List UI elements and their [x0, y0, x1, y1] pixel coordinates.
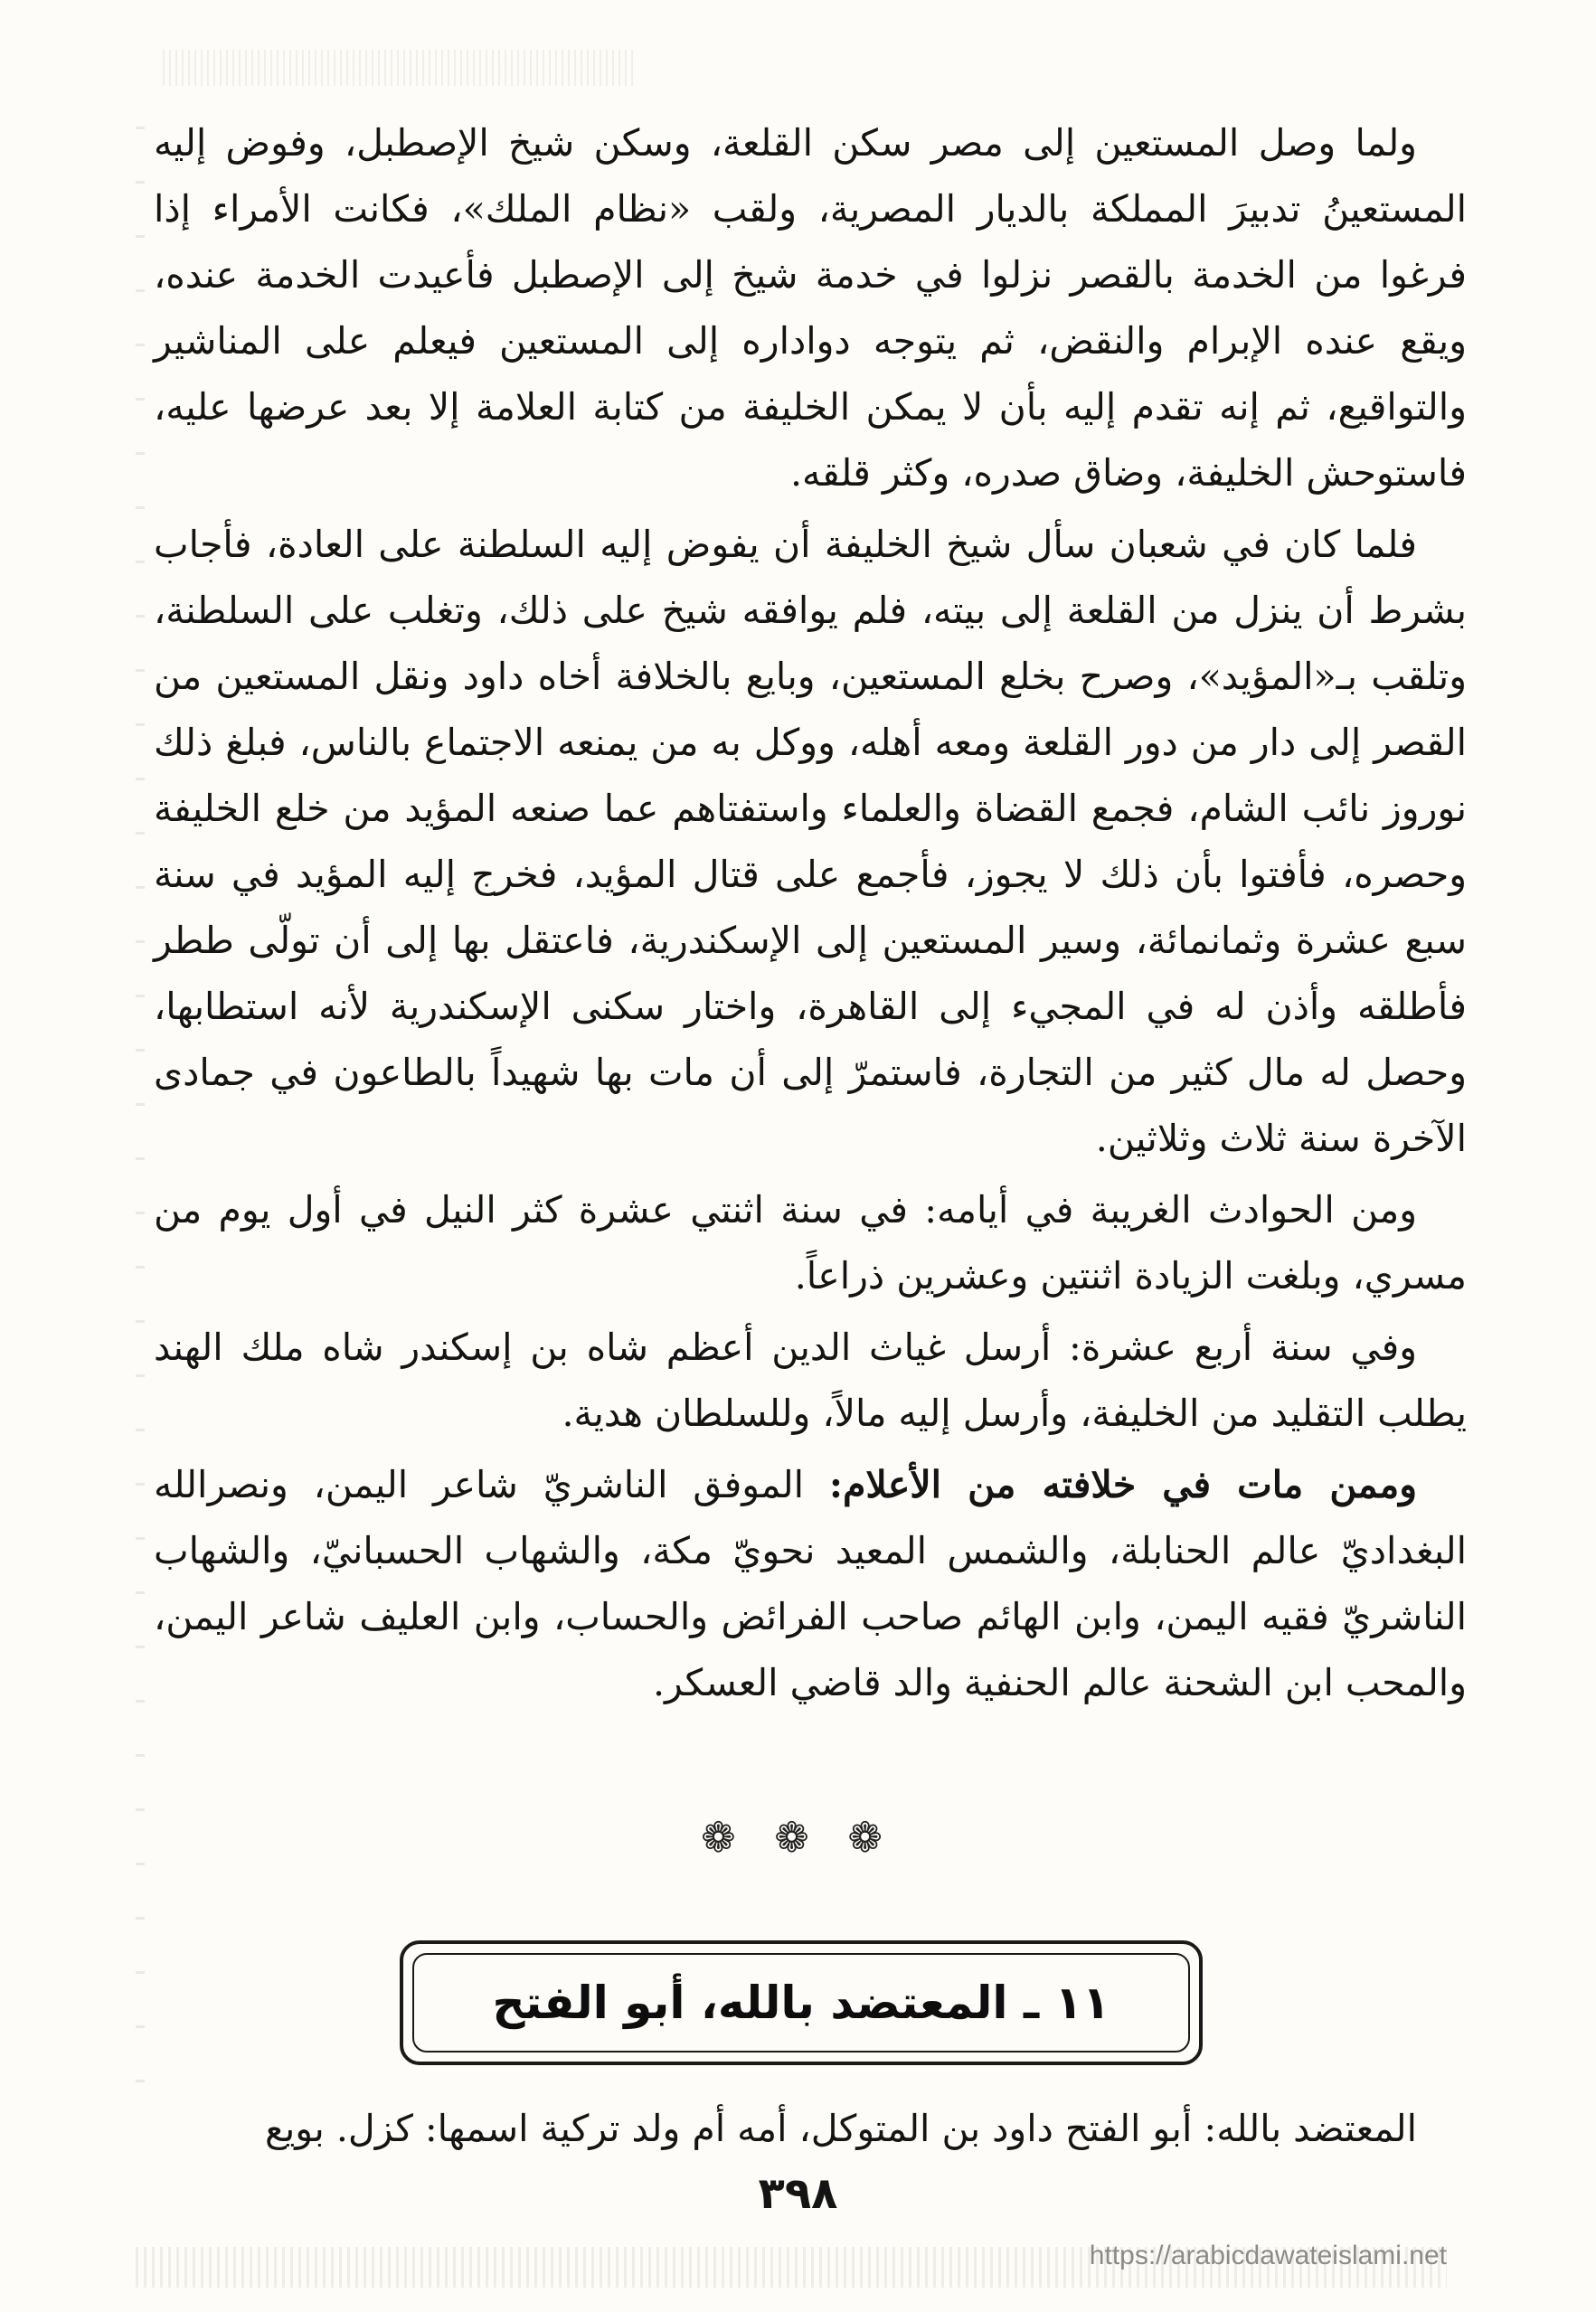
section-intro: المعتضد بالله: أبو الفتح داود بن المتوكل، أمه أم ولد تركية اسمها: كزل. بويع — [265, 2107, 1417, 2150]
section-title: ١١ ـ المعتضد بالله، أبو الفتح — [492, 1977, 1110, 2029]
deaths-lead: وممن مات في خلافته من الأعلام: — [828, 1463, 1417, 1506]
paragraph-deaths — [154, 1452, 1467, 1716]
page-number: ٣٩٨ — [758, 2168, 838, 2219]
main-text — [154, 110, 1467, 1722]
section-title-inner-frame — [412, 1953, 1190, 2052]
section-ornament: ❁ ❁ ❁ — [701, 1813, 895, 1862]
scan-noise-top — [163, 50, 633, 86]
paragraph-2: فلما كان في شعبان سأل شيخ الخليفة أن يفوض إليه السلطنة على العادة، فأجاب بشرط أن ينزل من القلعة إلى بيته، فلم يوافقه شيخ على ذلك، وتغلب على السلطنة، وتلقب بـ«المؤيد»، وصرح بخلع المستعين، وبايع بالخلافة أخاه داود ونقل المستعين من القصر إلى دار من دور القلعة ومعه أهله، ووكل به من يمنعه الاجتماع بالناس، فبلغ ذلك نوروز نائب الشام، فجمع القضاة والعلماء واستفتاهم عما صنعه المؤيد من خلع الخليفة وحصره، فأفتوا بأن ذلك لا يجوز، فأجمع على قتال المؤيد، فخرج إليه المؤيد في سنة سبع عشرة وثمانمائة، وسير المستعين إلى الإسكندرية، فاعتقل بها إلى أن تولّى ططر فأطلقه وأذن له في المجيء إلى القاهرة، واختار سكنى الإسكندرية لأنه استطابها، وحصل له مال كثير من التجارة، فاستمرّ إلى أن مات بها شهيداً بالطاعون في جمادى الآخرة سنة ثلاث وثلاثين. — [154, 523, 1467, 1160]
paragraph-4: وفي سنة أربع عشرة: أرسل غياث الدين أعظم شاه بن إسكندر شاه ملك الهند يطلب التقليد من الخليفة، وأرسل إليه مالاً، وللسلطان هدية. — [154, 1326, 1467, 1435]
paragraph-3: ومن الحوادث الغريبة في أيامه: في سنة اثنتي عشرة كثر النيل في أول يوم من مسري، وبلغت الزيادة اثنتين وعشرين ذراعاً. — [154, 1188, 1467, 1298]
section-title-frame — [400, 1940, 1203, 2065]
section-intro-block — [154, 2096, 1467, 2162]
deaths-text: الموفق الناشريّ شاعر اليمن، ونصرالله البغداديّ عالم الحنابلة، والشمس المعيد نحويّ مكة، والشهاب الحسبانيّ، والشهاب الناشريّ فقيه اليمن، وابن الهائم صاحب الفرائض والحساب، وابن العليف شاعر اليمن، والمحب ابن الشحنة عالم الحنفية والد قاضي العسكر. — [154, 1463, 1467, 1704]
paragraph-1: ولما وصل المستعين إلى مصر سكن القلعة، وسكن شيخ الإصطبل، وفوض إليه المستعينُ تدبيرَ المملكة بالديار المصرية، ولقب «نظام الملك»، فكانت الأمراء إذا فرغوا من الخدمة بالقصر نزلوا في خدمة شيخ إلى الإصطبل فأعيدت الخدمة عنده، ويقع عنده الإبرام والنقض، ثم يتوجه دواداره إلى المستعين فيعلم على المناشير والتواقيع، ثم إنه تقدم إليه بأن لا يمكن الخليفة من كتابة العلامة إلا بعد عرضها عليه، فاستوحش الخليفة، وضاق صدره، وكثر قلقه. — [154, 121, 1467, 495]
watermark-url: https://arabicdawateislami.net — [1089, 2241, 1447, 2270]
